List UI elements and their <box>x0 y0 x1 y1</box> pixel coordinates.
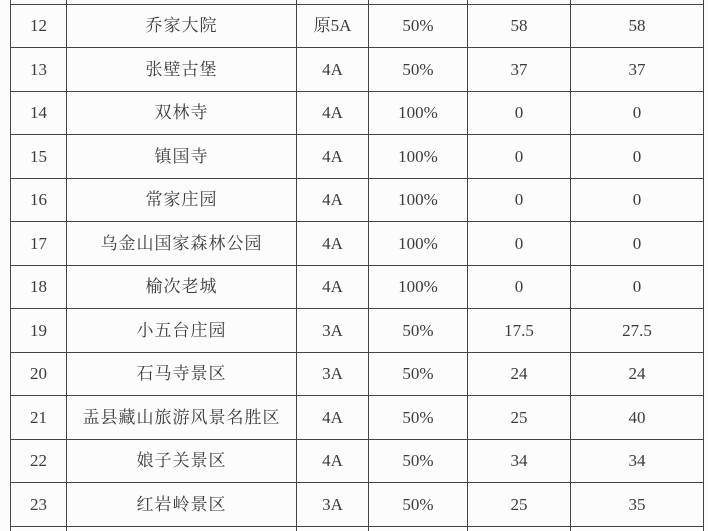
cell-price-2: 0 <box>571 92 704 135</box>
cell-price-1: 34 <box>468 440 571 483</box>
cell-price-2: 27.5 <box>571 309 704 352</box>
cell-price-2: 35 <box>571 483 704 526</box>
cell-price-1: 58 <box>468 5 571 48</box>
cell-price-1: 0 <box>468 92 571 135</box>
cell-row-index: 14 <box>10 92 67 135</box>
cell-price-1: 17.5 <box>468 309 571 352</box>
cell-row-index: 13 <box>10 48 67 91</box>
cell-scenic-area-name: 榆次老城 <box>67 266 297 309</box>
cell-price-2: 34 <box>571 440 704 483</box>
cell-scenic-area-name: 盂县藏山旅游风景名胜区 <box>67 396 297 439</box>
cell-price-1: 0 <box>468 222 571 265</box>
cell-grade: 4A <box>297 48 369 91</box>
cell-scenic-area-name: 镇国寺 <box>67 135 297 178</box>
cell-discount-percent: 100% <box>369 92 468 135</box>
cell-price-1: 0 <box>468 266 571 309</box>
cell-grade: 3A <box>297 483 369 526</box>
table-row <box>10 179 704 223</box>
table-row <box>10 48 704 92</box>
table-row <box>10 5 704 49</box>
table-row <box>10 396 704 440</box>
cell-price-2: 0 <box>571 135 704 178</box>
cell-grade: 3A <box>297 353 369 396</box>
cell-price-1: 25 <box>468 396 571 439</box>
cell-row-index: 20 <box>10 353 67 396</box>
cell-price-1: 37 <box>468 48 571 91</box>
cell-grade: 4A <box>297 222 369 265</box>
cell-grade: 4A <box>297 266 369 309</box>
cell-scenic-area-name: 张壁古堡 <box>67 48 297 91</box>
cell-value2-partial <box>571 527 704 531</box>
cell-price-2: 0 <box>571 179 704 222</box>
cell-grade: 原5A <box>297 5 369 48</box>
cell-index-partial <box>10 0 67 4</box>
table-row <box>10 309 704 353</box>
cell-value1-partial <box>468 527 571 531</box>
cell-value2-partial <box>571 0 704 4</box>
cell-row-index: 15 <box>10 135 67 178</box>
cell-grade: 4A <box>297 135 369 178</box>
cell-discount-percent: 100% <box>369 266 468 309</box>
cell-row-index: 17 <box>10 222 67 265</box>
cell-row-index: 21 <box>10 396 67 439</box>
table-row <box>10 440 704 484</box>
cell-scenic-area-name: 石马寺景区 <box>67 353 297 396</box>
scenic-area-table <box>10 0 704 531</box>
table-row <box>10 266 704 310</box>
cell-discount-percent: 50% <box>369 309 468 352</box>
table-body <box>10 5 704 527</box>
cell-index-partial <box>10 527 67 531</box>
cell-discount-percent: 50% <box>369 440 468 483</box>
table-row <box>10 92 704 136</box>
cell-discount-percent: 50% <box>369 5 468 48</box>
cell-scenic-area-name: 娘子关景区 <box>67 440 297 483</box>
cell-price-2: 0 <box>571 266 704 309</box>
cell-scenic-area-name: 常家庄园 <box>67 179 297 222</box>
cell-scenic-area-name: 小五台庄园 <box>67 309 297 352</box>
cell-name-partial <box>67 527 297 531</box>
cell-scenic-area-name: 红岩岭景区 <box>67 483 297 526</box>
table-row <box>10 135 704 179</box>
cell-price-2: 58 <box>571 5 704 48</box>
cell-price-2: 40 <box>571 396 704 439</box>
cell-grade: 3A <box>297 309 369 352</box>
cell-row-index: 12 <box>10 5 67 48</box>
table-row-partial-bottom <box>10 527 704 531</box>
cell-scenic-area-name: 双林寺 <box>67 92 297 135</box>
cell-row-index: 19 <box>10 309 67 352</box>
cell-discount-percent: 50% <box>369 483 468 526</box>
cell-scenic-area-name: 乌金山国家森林公园 <box>67 222 297 265</box>
cell-price-1: 25 <box>468 483 571 526</box>
cell-price-2: 24 <box>571 353 704 396</box>
cell-discount-percent: 50% <box>369 396 468 439</box>
cell-percent-partial <box>369 527 468 531</box>
cell-grade: 4A <box>297 396 369 439</box>
cell-row-index: 23 <box>10 483 67 526</box>
cell-grade-partial <box>297 0 369 4</box>
cell-grade: 4A <box>297 440 369 483</box>
cell-grade-partial <box>297 527 369 531</box>
cell-value1-partial <box>468 0 571 4</box>
cell-discount-percent: 50% <box>369 353 468 396</box>
cell-price-1: 0 <box>468 135 571 178</box>
table-row <box>10 353 704 397</box>
cell-row-index: 22 <box>10 440 67 483</box>
cell-price-1: 24 <box>468 353 571 396</box>
cell-discount-percent: 100% <box>369 222 468 265</box>
cell-discount-percent: 100% <box>369 179 468 222</box>
cell-grade: 4A <box>297 92 369 135</box>
cell-percent-partial <box>369 0 468 4</box>
cell-price-2: 0 <box>571 222 704 265</box>
cell-name-partial <box>67 0 297 4</box>
cell-price-2: 37 <box>571 48 704 91</box>
cell-discount-percent: 100% <box>369 135 468 178</box>
table-row <box>10 222 704 266</box>
cell-row-index: 18 <box>10 266 67 309</box>
cell-scenic-area-name: 乔家大院 <box>67 5 297 48</box>
cell-grade: 4A <box>297 179 369 222</box>
cell-price-1: 0 <box>468 179 571 222</box>
cell-row-index: 16 <box>10 179 67 222</box>
table-row <box>10 483 704 527</box>
cell-discount-percent: 50% <box>369 48 468 91</box>
